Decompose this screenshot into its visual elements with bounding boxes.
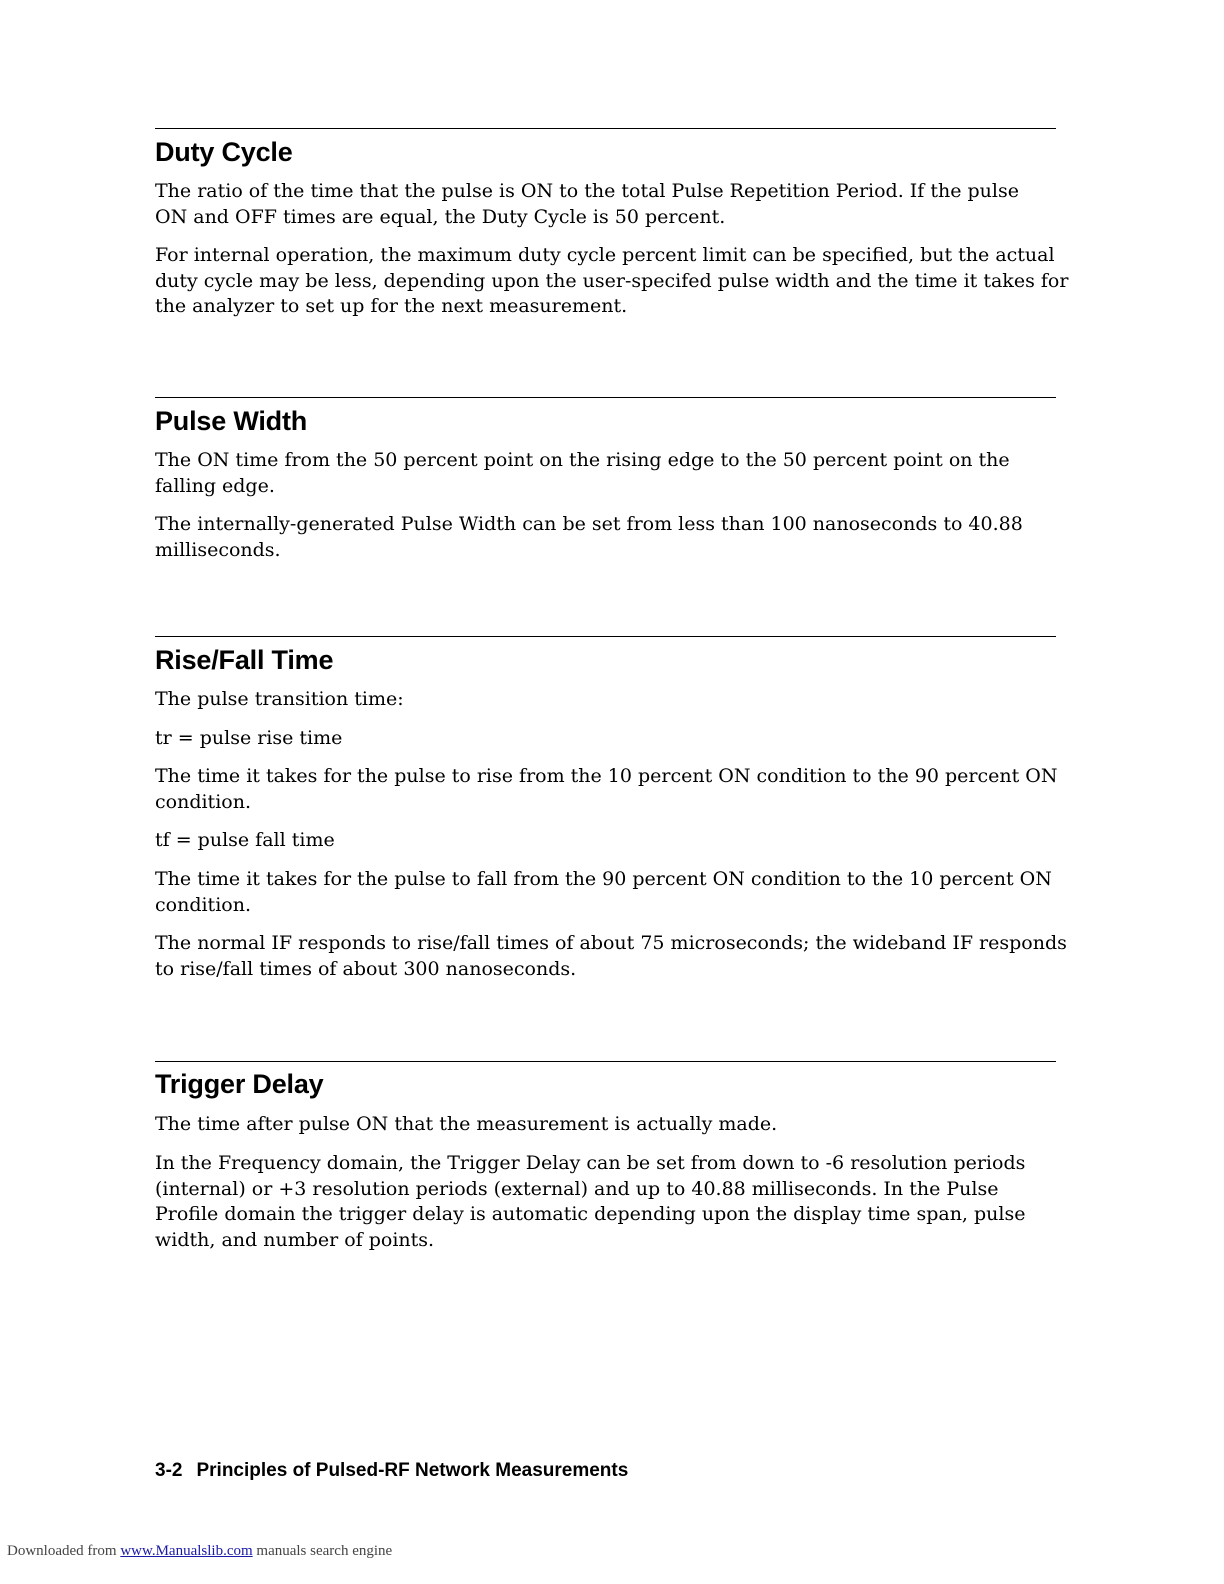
text-line: condition. bbox=[155, 893, 251, 916]
text-line: The time after pulse ON that the measurement is actually made. bbox=[155, 1113, 778, 1135]
text-line: duty cycle may be less, depending upon the user-specifed pulse width and the time it takes for bbox=[155, 269, 1069, 292]
text-line: milliseconds. bbox=[155, 538, 281, 561]
section-heading-trigger-delay: Trigger Delay bbox=[155, 1069, 324, 1099]
text-line: tf = pulse fall time bbox=[155, 829, 335, 851]
paragraph bbox=[155, 448, 1065, 499]
section-rule bbox=[155, 128, 1056, 129]
paragraph bbox=[155, 764, 1065, 815]
text-line: falling edge. bbox=[155, 474, 275, 497]
text-line: The time it takes for the pulse to fall from the 90 percent ON condition to the 10 percent ON bbox=[155, 868, 1052, 890]
paragraph bbox=[155, 726, 1065, 752]
text-line: The internally-generated Pulse Width can be set from less than 100 nanoseconds to 40.88 bbox=[155, 513, 1023, 535]
paragraph bbox=[155, 1112, 1065, 1138]
section-heading-pulse-width: Pulse Width bbox=[155, 406, 308, 436]
paragraph bbox=[155, 931, 1065, 982]
text-line: The pulse transition time: bbox=[155, 688, 404, 710]
paragraph bbox=[155, 828, 1065, 854]
paragraph bbox=[155, 179, 1065, 230]
manualslib-link[interactable]: www.Manualslib.com bbox=[120, 1543, 253, 1559]
section-heading-rise-fall-time: Rise/Fall Time bbox=[155, 645, 334, 675]
text-line: the analyzer to set up for the next measurement. bbox=[155, 295, 628, 317]
paragraph bbox=[155, 512, 1065, 563]
section-rule bbox=[155, 397, 1056, 398]
text-line: (internal) or +3 resolution periods (external) and up to 40.88 milliseconds. In the Pulse bbox=[155, 1177, 999, 1200]
paragraph bbox=[155, 687, 1065, 713]
download-notice bbox=[7, 1542, 392, 1560]
download-prefix: Downloaded from bbox=[7, 1543, 117, 1559]
chapter-title: Principles of Pulsed-RF Network Measurements bbox=[196, 1460, 629, 1481]
text-line: ON and OFF times are equal, the Duty Cycle is 50 percent. bbox=[155, 205, 726, 228]
text-line: Profile domain the trigger delay is automatic depending upon the display time span, pulse bbox=[155, 1203, 1026, 1225]
page-number: 3-2 bbox=[155, 1460, 183, 1481]
paragraph bbox=[155, 1151, 1065, 1253]
text-line: For internal operation, the maximum duty cycle percent limit can be specified, but the actual bbox=[155, 244, 1055, 266]
text-line: tr = pulse rise time bbox=[155, 727, 343, 749]
text-line: In the Frequency domain, the Trigger Delay can be set from down to -6 resolution periods bbox=[155, 1152, 1026, 1174]
paragraph bbox=[155, 867, 1065, 918]
text-line: The ratio of the time that the pulse is ON to the total Pulse Repetition Period. If the pulse bbox=[155, 180, 1019, 202]
text-line: The ON time from the 50 percent point on the rising edge to the 50 percent point on the bbox=[155, 449, 1010, 471]
text-line: width, and number of points. bbox=[155, 1228, 435, 1251]
page-footer bbox=[155, 1459, 628, 1483]
text-line: The normal IF responds to rise/fall times of about 75 microseconds; the wideband IF responds bbox=[155, 932, 1067, 954]
section-rule bbox=[155, 636, 1056, 637]
text-line: condition. bbox=[155, 790, 251, 813]
section-heading-duty-cycle: Duty Cycle bbox=[155, 137, 293, 167]
section-rule bbox=[155, 1061, 1056, 1062]
text-line: to rise/fall times of about 300 nanoseconds. bbox=[155, 957, 577, 980]
text-line: The time it takes for the pulse to rise from the 10 percent ON condition to the 90 percent ON bbox=[155, 765, 1058, 787]
paragraph bbox=[155, 243, 1069, 320]
download-suffix: manuals search engine bbox=[256, 1543, 393, 1559]
